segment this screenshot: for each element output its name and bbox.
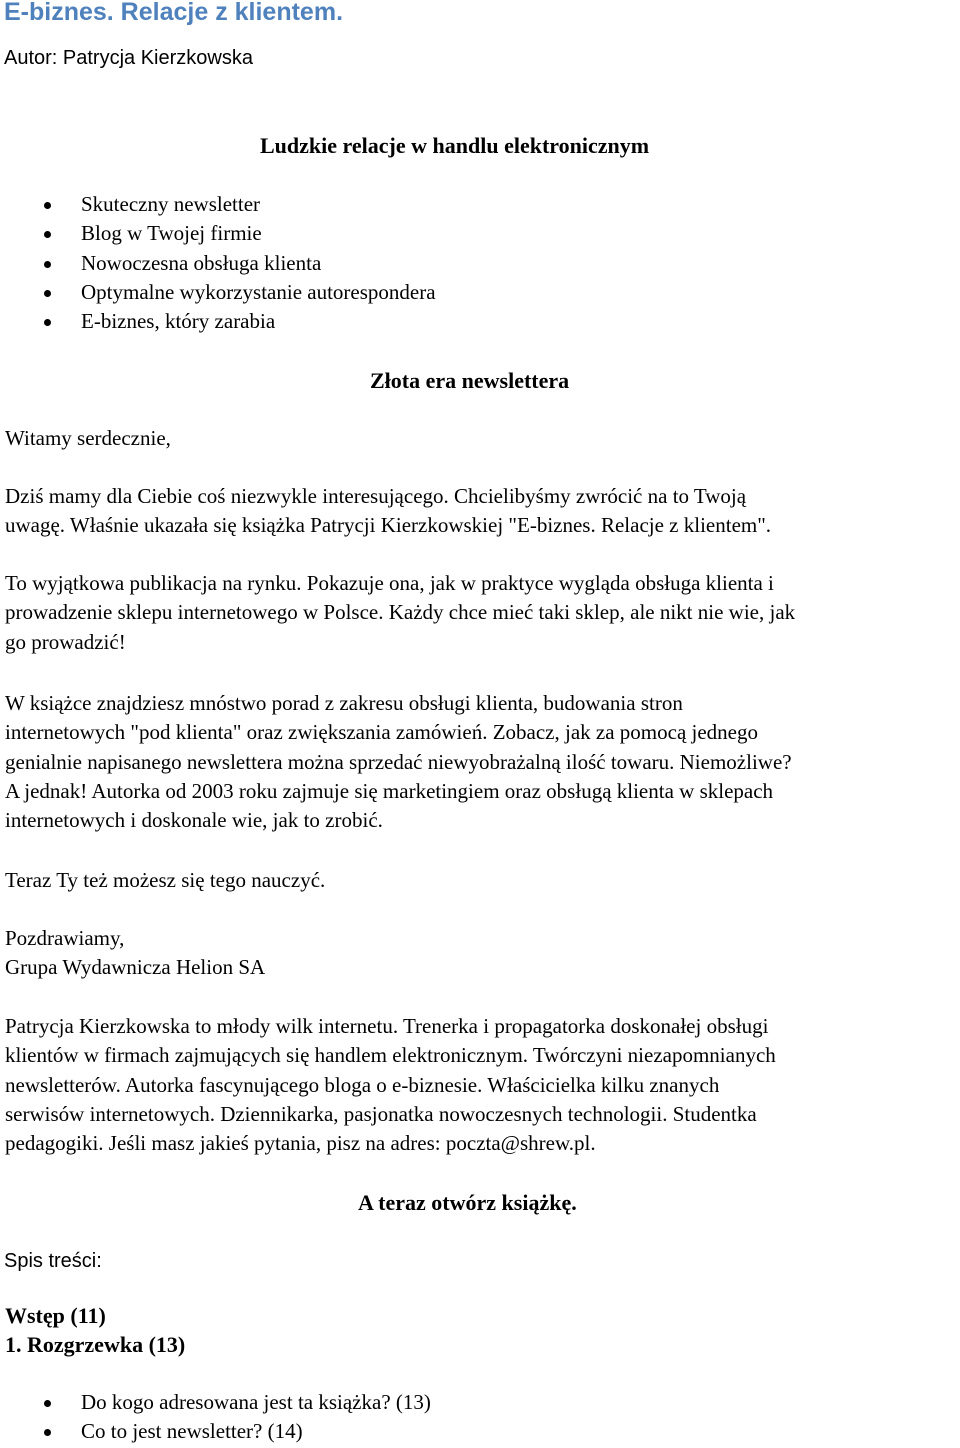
main-heading: Ludzkie relacje w handlu elektronicznym [260, 133, 650, 158]
toc-chapter-1-list [0, 1388, 431, 1447]
list-item [0, 249, 436, 278]
bullet-icon [44, 1400, 51, 1407]
author-bio [5, 1012, 776, 1158]
intro-paragraph-1 [5, 482, 771, 541]
list-item-label: Co to jest newsletter? (14) [81, 1419, 303, 1444]
paragraph-line: A jednak! Autorka od 2003 roku zajmuje się marketingiem oraz obsługą klienta w sklepach [5, 778, 774, 803]
toc-chapter-1: 1. Rozgrzewka (13) [5, 1332, 186, 1357]
paragraph-line: prowadzenie sklepu internetowego w Polsce. Każdy chce mieć taki sklep, ale nikt nie wie, jak [5, 600, 796, 625]
open-book-heading: A teraz otwórz książkę. [358, 1190, 577, 1215]
teach-text: Teraz Ty też możesz się tego nauczyć. [5, 868, 326, 892]
paragraph-line: klientów w firmach zajmujących się handlem elektronicznym. Twórczyni niezapomnianych [5, 1043, 776, 1068]
document-author: Autor: Patrycja Kierzkowska [4, 47, 253, 69]
list-item [0, 219, 436, 248]
list-item [0, 1388, 431, 1417]
bullet-icon [44, 202, 51, 209]
paragraph-line: Pozdrawiamy, [5, 926, 125, 950]
list-item-label: Nowoczesna obsługa klienta [81, 250, 322, 275]
intro-paragraph-3 [5, 689, 792, 835]
document-title: E-biznes. Relacje z klientem. [4, 0, 344, 26]
list-item [0, 190, 436, 219]
toc-intro: Wstęp (11) [5, 1303, 106, 1328]
bullet-icon [44, 231, 51, 238]
list-item [0, 307, 436, 336]
paragraph-line: Grupa Wydawnicza Helion SA [5, 955, 266, 980]
topics-list [0, 190, 436, 336]
list-item-label: Do kogo adresowana jest ta książka? (13) [81, 1390, 431, 1414]
bullet-icon [44, 261, 51, 268]
paragraph-line: genialnie napisanego newslettera można sprzedać niewyobrażalną ilość towaru. Niemożliwe? [5, 749, 792, 774]
paragraph-line: pedagogiki. Jeśli masz jakieś pytania, pisz na adres: poczta@shrew.pl. [5, 1131, 596, 1156]
list-item-label: E-biznes, który zarabia [81, 309, 276, 334]
paragraph-line: internetowych i doskonale wie, jak to zrobić. [5, 808, 383, 833]
paragraph-line: go prowadzić! [5, 629, 126, 654]
list-item-label: Optymalne wykorzystanie autorespondera [81, 279, 436, 304]
paragraph-line: Patrycja Kierzkowska to młody wilk internetu. Trenerka i propagatorka doskonałej obsługi [5, 1014, 769, 1038]
intro-paragraph-2 [5, 569, 795, 657]
golden-era-heading: Złota era newslettera [370, 368, 570, 393]
greeting-text: Witamy serdecznie, [5, 426, 171, 450]
paragraph-line: W książce znajdziesz mnóstwo porad z zakresu obsługi klienta, budowania stron [5, 691, 683, 715]
paragraph-line: serwisów internetowych. Dziennikarka, pasjonatka nowoczesnych technologii. Studentka [5, 1101, 757, 1126]
list-item-label: Blog w Twojej firmie [81, 221, 262, 246]
paragraph-line: uwagę. Właśnie ukazała się książka Patrycji Kierzkowskiej "E-biznes. Relacje z klientem". [5, 513, 772, 538]
bullet-icon [44, 1429, 51, 1436]
toc-label: Spis treści: [4, 1250, 102, 1272]
list-item-label: Skuteczny newsletter [81, 192, 261, 216]
bullet-icon [44, 319, 51, 326]
list-item [0, 1417, 431, 1446]
bullet-icon [44, 290, 51, 297]
paragraph-line: Dziś mamy dla Ciebie coś niezwykle interesującego. Chcielibyśmy zwrócić na to Twoją [5, 484, 747, 508]
paragraph-line: newsletterów. Autorka fascynującego bloga o e-biznesie. Właścicielka kilku znanych [5, 1072, 720, 1097]
paragraph-line: To wyjątkowa publikacja na rynku. Pokazuje ona, jak w praktyce wygląda obsługa klienta i [5, 571, 774, 595]
regards-block [5, 924, 265, 983]
list-item [0, 278, 436, 307]
paragraph-line: internetowych "pod klienta" oraz zwiększania zamówień. Zobacz, jak za pomocą jednego [5, 720, 758, 745]
